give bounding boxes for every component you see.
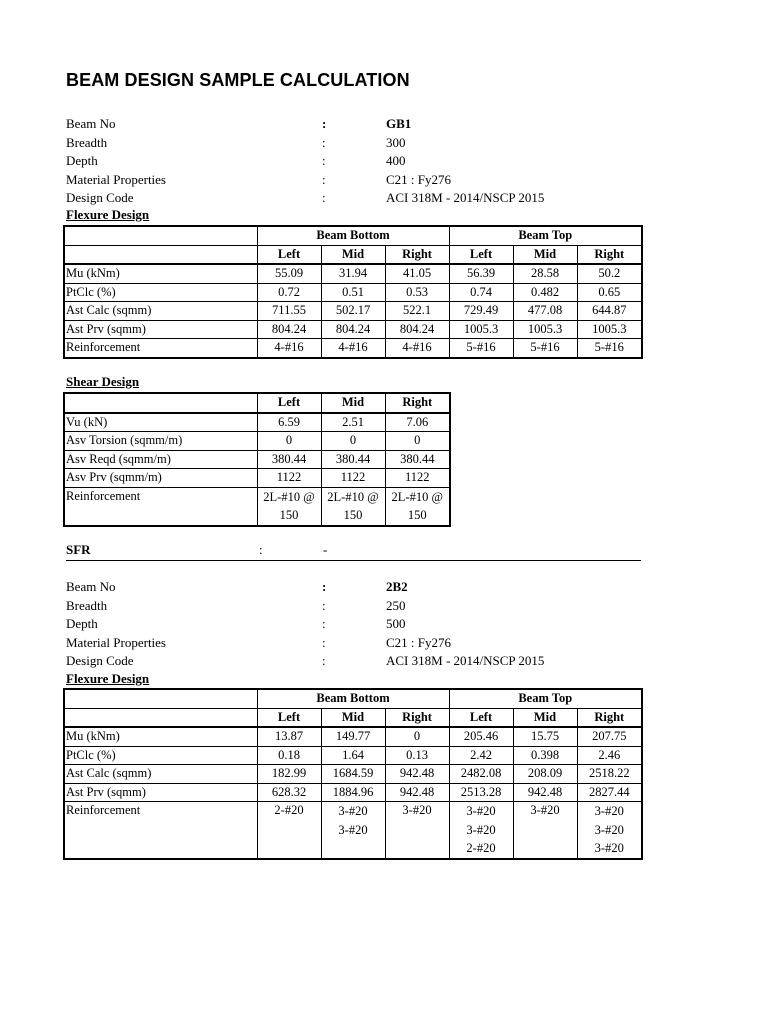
column-header-mid: Mid bbox=[321, 245, 385, 264]
property-value: C21 : Fy276 bbox=[386, 171, 452, 187]
table-cell bbox=[449, 802, 513, 859]
table-cell: 0.51 bbox=[321, 283, 385, 302]
table-cell: 2.42 bbox=[449, 746, 513, 765]
table-cell: 711.55 bbox=[257, 302, 321, 321]
property-value: 500 bbox=[386, 616, 406, 632]
table-cell: 942.48 bbox=[513, 783, 577, 802]
property-row bbox=[66, 115, 641, 134]
table-cell: 6.59 bbox=[257, 413, 321, 432]
row-label: Mu (kNm) bbox=[64, 727, 257, 746]
table-cell: 477.08 bbox=[513, 302, 577, 321]
table-cell: 804.24 bbox=[385, 320, 449, 339]
table-cell: 942.48 bbox=[385, 765, 449, 784]
table-cell: 1.64 bbox=[321, 746, 385, 765]
table-cell: 2827.44 bbox=[577, 783, 642, 802]
table-cell: 1122 bbox=[385, 469, 450, 488]
table-cell: 0 bbox=[385, 727, 449, 746]
cell-line: 3-#20 bbox=[594, 841, 624, 855]
column-header-left: Left bbox=[449, 245, 513, 264]
table-cell: 644.87 bbox=[577, 302, 642, 321]
cell-line: 150 bbox=[343, 508, 363, 522]
column-header-mid: Mid bbox=[513, 245, 577, 264]
row-label: Ast Calc (sqmm) bbox=[64, 765, 257, 784]
table-cell: 5-#16 bbox=[577, 339, 642, 358]
group-header-beam-bottom: Beam Bottom bbox=[257, 689, 449, 708]
table-cell: 2-#20 bbox=[257, 802, 321, 859]
row-label: Ast Prv (sqmm) bbox=[64, 783, 257, 802]
cell-line: 2L-#10 @ bbox=[327, 489, 379, 504]
table-cell: 1684.59 bbox=[321, 765, 385, 784]
table-cell: 207.75 bbox=[577, 727, 642, 746]
beam2-flexure-title: Flexure Design bbox=[66, 671, 150, 686]
column-header-right: Right bbox=[385, 393, 450, 413]
table-cell: 2518.22 bbox=[577, 765, 642, 784]
column-header-mid: Mid bbox=[321, 393, 385, 413]
property-value: 2B2 bbox=[386, 579, 408, 594]
table-cell bbox=[385, 487, 450, 526]
table-cell: 0 bbox=[385, 432, 450, 451]
property-row bbox=[66, 152, 641, 171]
property-label: Material Properties bbox=[66, 171, 166, 187]
property-row bbox=[66, 597, 641, 616]
beam1-shear-title: Shear Design bbox=[66, 374, 140, 389]
row-label: Asv Torsion (sqmm/m) bbox=[64, 432, 257, 451]
property-label: Material Properties bbox=[66, 634, 166, 650]
property-row bbox=[66, 615, 641, 634]
sfr-value: - bbox=[323, 542, 328, 557]
property-label: Breadth bbox=[66, 134, 108, 150]
property-row bbox=[66, 134, 641, 153]
table-cell: 28.58 bbox=[513, 264, 577, 283]
property-value: 400 bbox=[386, 153, 406, 169]
row-label: PtClc (%) bbox=[64, 746, 257, 765]
sfr-label: SFR bbox=[66, 542, 91, 557]
beam2-flexure-table bbox=[63, 688, 643, 860]
property-label: Design Code bbox=[66, 190, 134, 206]
property-row bbox=[66, 171, 641, 190]
header-blank bbox=[64, 226, 257, 245]
cell-line: 2-#20 bbox=[466, 841, 496, 855]
beam1-properties bbox=[66, 115, 641, 208]
row-label: Reinforcement bbox=[64, 802, 257, 859]
property-colon: : bbox=[322, 616, 326, 632]
table-cell: 41.05 bbox=[385, 264, 449, 283]
column-header-right: Right bbox=[385, 708, 449, 727]
table-cell: 380.44 bbox=[321, 450, 385, 469]
property-label: Depth bbox=[66, 616, 98, 632]
table-cell: 804.24 bbox=[257, 320, 321, 339]
table-cell: 4-#16 bbox=[321, 339, 385, 358]
group-header-beam-bottom: Beam Bottom bbox=[257, 226, 449, 245]
column-header-left: Left bbox=[449, 708, 513, 727]
property-colon: : bbox=[322, 171, 326, 187]
row-label: Vu (kN) bbox=[64, 413, 257, 432]
table-cell bbox=[321, 802, 385, 859]
column-header-left: Left bbox=[257, 393, 321, 413]
cell-line: 3-#20 bbox=[594, 804, 624, 818]
table-cell: 0.72 bbox=[257, 283, 321, 302]
table-cell: 0.74 bbox=[449, 283, 513, 302]
property-value: 300 bbox=[386, 134, 406, 150]
row-label: Ast Calc (sqmm) bbox=[64, 302, 257, 321]
header-blank bbox=[64, 245, 257, 264]
table-cell: 2.46 bbox=[577, 746, 642, 765]
table-cell: 149.77 bbox=[321, 727, 385, 746]
property-label: Breadth bbox=[66, 597, 108, 613]
table-cell: 522.1 bbox=[385, 302, 449, 321]
property-label: Design Code bbox=[66, 653, 134, 669]
table-cell: 2.51 bbox=[321, 413, 385, 432]
row-label: PtClc (%) bbox=[64, 283, 257, 302]
cell-line: 2L-#10 @ bbox=[263, 489, 315, 504]
table-cell: 1005.3 bbox=[577, 320, 642, 339]
table-cell bbox=[321, 487, 385, 526]
beam1-flexure-title: Flexure Design bbox=[66, 207, 150, 222]
table-cell: 0 bbox=[321, 432, 385, 451]
cell-line: 3-#20 bbox=[466, 804, 496, 818]
beam1-flexure-table bbox=[63, 225, 643, 359]
table-cell: 0.53 bbox=[385, 283, 449, 302]
beam1-shear-table bbox=[63, 392, 451, 527]
table-cell: 0.65 bbox=[577, 283, 642, 302]
table-cell bbox=[257, 487, 321, 526]
property-colon: : bbox=[322, 634, 326, 650]
property-value: ACI 318M - 2014/NSCP 2015 bbox=[386, 653, 545, 669]
cell-line: 150 bbox=[279, 508, 299, 522]
table-cell: 31.94 bbox=[321, 264, 385, 283]
table-cell: 1005.3 bbox=[513, 320, 577, 339]
table-cell: 15.75 bbox=[513, 727, 577, 746]
table-cell: 1122 bbox=[257, 469, 321, 488]
property-row bbox=[66, 634, 641, 653]
column-header-left: Left bbox=[257, 245, 321, 264]
row-label: Mu (kNm) bbox=[64, 264, 257, 283]
table-cell: 2482.08 bbox=[449, 765, 513, 784]
header-blank bbox=[64, 689, 257, 708]
table-cell: 628.32 bbox=[257, 783, 321, 802]
table-cell: 0 bbox=[257, 432, 321, 451]
row-label: Asv Reqd (sqmm/m) bbox=[64, 450, 257, 469]
beam2-properties bbox=[66, 578, 641, 671]
group-header-beam-top: Beam Top bbox=[449, 689, 642, 708]
row-label: Asv Prv (sqmm/m) bbox=[64, 469, 257, 488]
table-cell: 1122 bbox=[321, 469, 385, 488]
column-header-mid: Mid bbox=[513, 708, 577, 727]
table-cell: 3-#20 bbox=[513, 802, 577, 859]
cell-line: 3-#20 bbox=[466, 822, 496, 837]
table-cell: 56.39 bbox=[449, 264, 513, 283]
sfr-colon: : bbox=[259, 542, 263, 557]
column-header-left: Left bbox=[257, 708, 321, 727]
table-cell: 380.44 bbox=[257, 450, 321, 469]
row-label: Reinforcement bbox=[64, 487, 257, 526]
table-cell: 1005.3 bbox=[449, 320, 513, 339]
page-title: BEAM DESIGN SAMPLE CALCULATION bbox=[66, 70, 410, 90]
table-cell: 55.09 bbox=[257, 264, 321, 283]
table-cell bbox=[577, 802, 642, 859]
property-colon: : bbox=[322, 579, 327, 594]
header-blank bbox=[64, 393, 257, 413]
cell-line: 150 bbox=[407, 508, 427, 522]
column-header-right: Right bbox=[385, 245, 449, 264]
header-blank bbox=[64, 708, 257, 727]
property-colon: : bbox=[322, 653, 326, 669]
row-label: Reinforcement bbox=[64, 339, 257, 358]
property-row bbox=[66, 578, 641, 597]
property-value: GB1 bbox=[386, 116, 412, 131]
table-cell: 2513.28 bbox=[449, 783, 513, 802]
property-row bbox=[66, 652, 641, 671]
property-colon: : bbox=[322, 190, 326, 206]
table-cell: 13.87 bbox=[257, 727, 321, 746]
property-label: Beam No bbox=[66, 579, 116, 594]
sfr-row bbox=[66, 541, 641, 561]
cell-line: 2L-#10 @ bbox=[391, 489, 443, 504]
table-cell: 205.46 bbox=[449, 727, 513, 746]
table-cell: 5-#16 bbox=[513, 339, 577, 358]
table-cell: 208.09 bbox=[513, 765, 577, 784]
table-cell: 942.48 bbox=[385, 783, 449, 802]
table-cell: 380.44 bbox=[385, 450, 450, 469]
cell-line: 3-#20 bbox=[594, 822, 624, 837]
column-header-right: Right bbox=[577, 708, 642, 727]
cell-line: 3-#20 bbox=[338, 822, 368, 837]
property-colon: : bbox=[322, 116, 327, 131]
table-cell: 0.482 bbox=[513, 283, 577, 302]
property-colon: : bbox=[322, 134, 326, 150]
property-colon: : bbox=[322, 597, 326, 613]
table-cell: 5-#16 bbox=[449, 339, 513, 358]
table-cell: 804.24 bbox=[321, 320, 385, 339]
table-cell: 502.17 bbox=[321, 302, 385, 321]
table-cell: 0.398 bbox=[513, 746, 577, 765]
cell-line: 3-#20 bbox=[338, 804, 368, 818]
column-header-right: Right bbox=[577, 245, 642, 264]
property-value: ACI 318M - 2014/NSCP 2015 bbox=[386, 190, 545, 206]
row-label: Ast Prv (sqmm) bbox=[64, 320, 257, 339]
table-cell: 4-#16 bbox=[257, 339, 321, 358]
property-label: Beam No bbox=[66, 116, 116, 131]
table-cell: 0.13 bbox=[385, 746, 449, 765]
property-colon: : bbox=[322, 153, 326, 169]
table-cell: 3-#20 bbox=[385, 802, 449, 859]
property-value: 250 bbox=[386, 597, 406, 613]
table-cell: 729.49 bbox=[449, 302, 513, 321]
table-cell: 4-#16 bbox=[385, 339, 449, 358]
table-cell: 1884.96 bbox=[321, 783, 385, 802]
group-header-beam-top: Beam Top bbox=[449, 226, 642, 245]
property-row bbox=[66, 189, 641, 208]
property-value: C21 : Fy276 bbox=[386, 634, 452, 650]
property-label: Depth bbox=[66, 153, 98, 169]
table-cell: 0.18 bbox=[257, 746, 321, 765]
table-cell: 7.06 bbox=[385, 413, 450, 432]
table-cell: 50.2 bbox=[577, 264, 642, 283]
column-header-mid: Mid bbox=[321, 708, 385, 727]
table-cell: 182.99 bbox=[257, 765, 321, 784]
